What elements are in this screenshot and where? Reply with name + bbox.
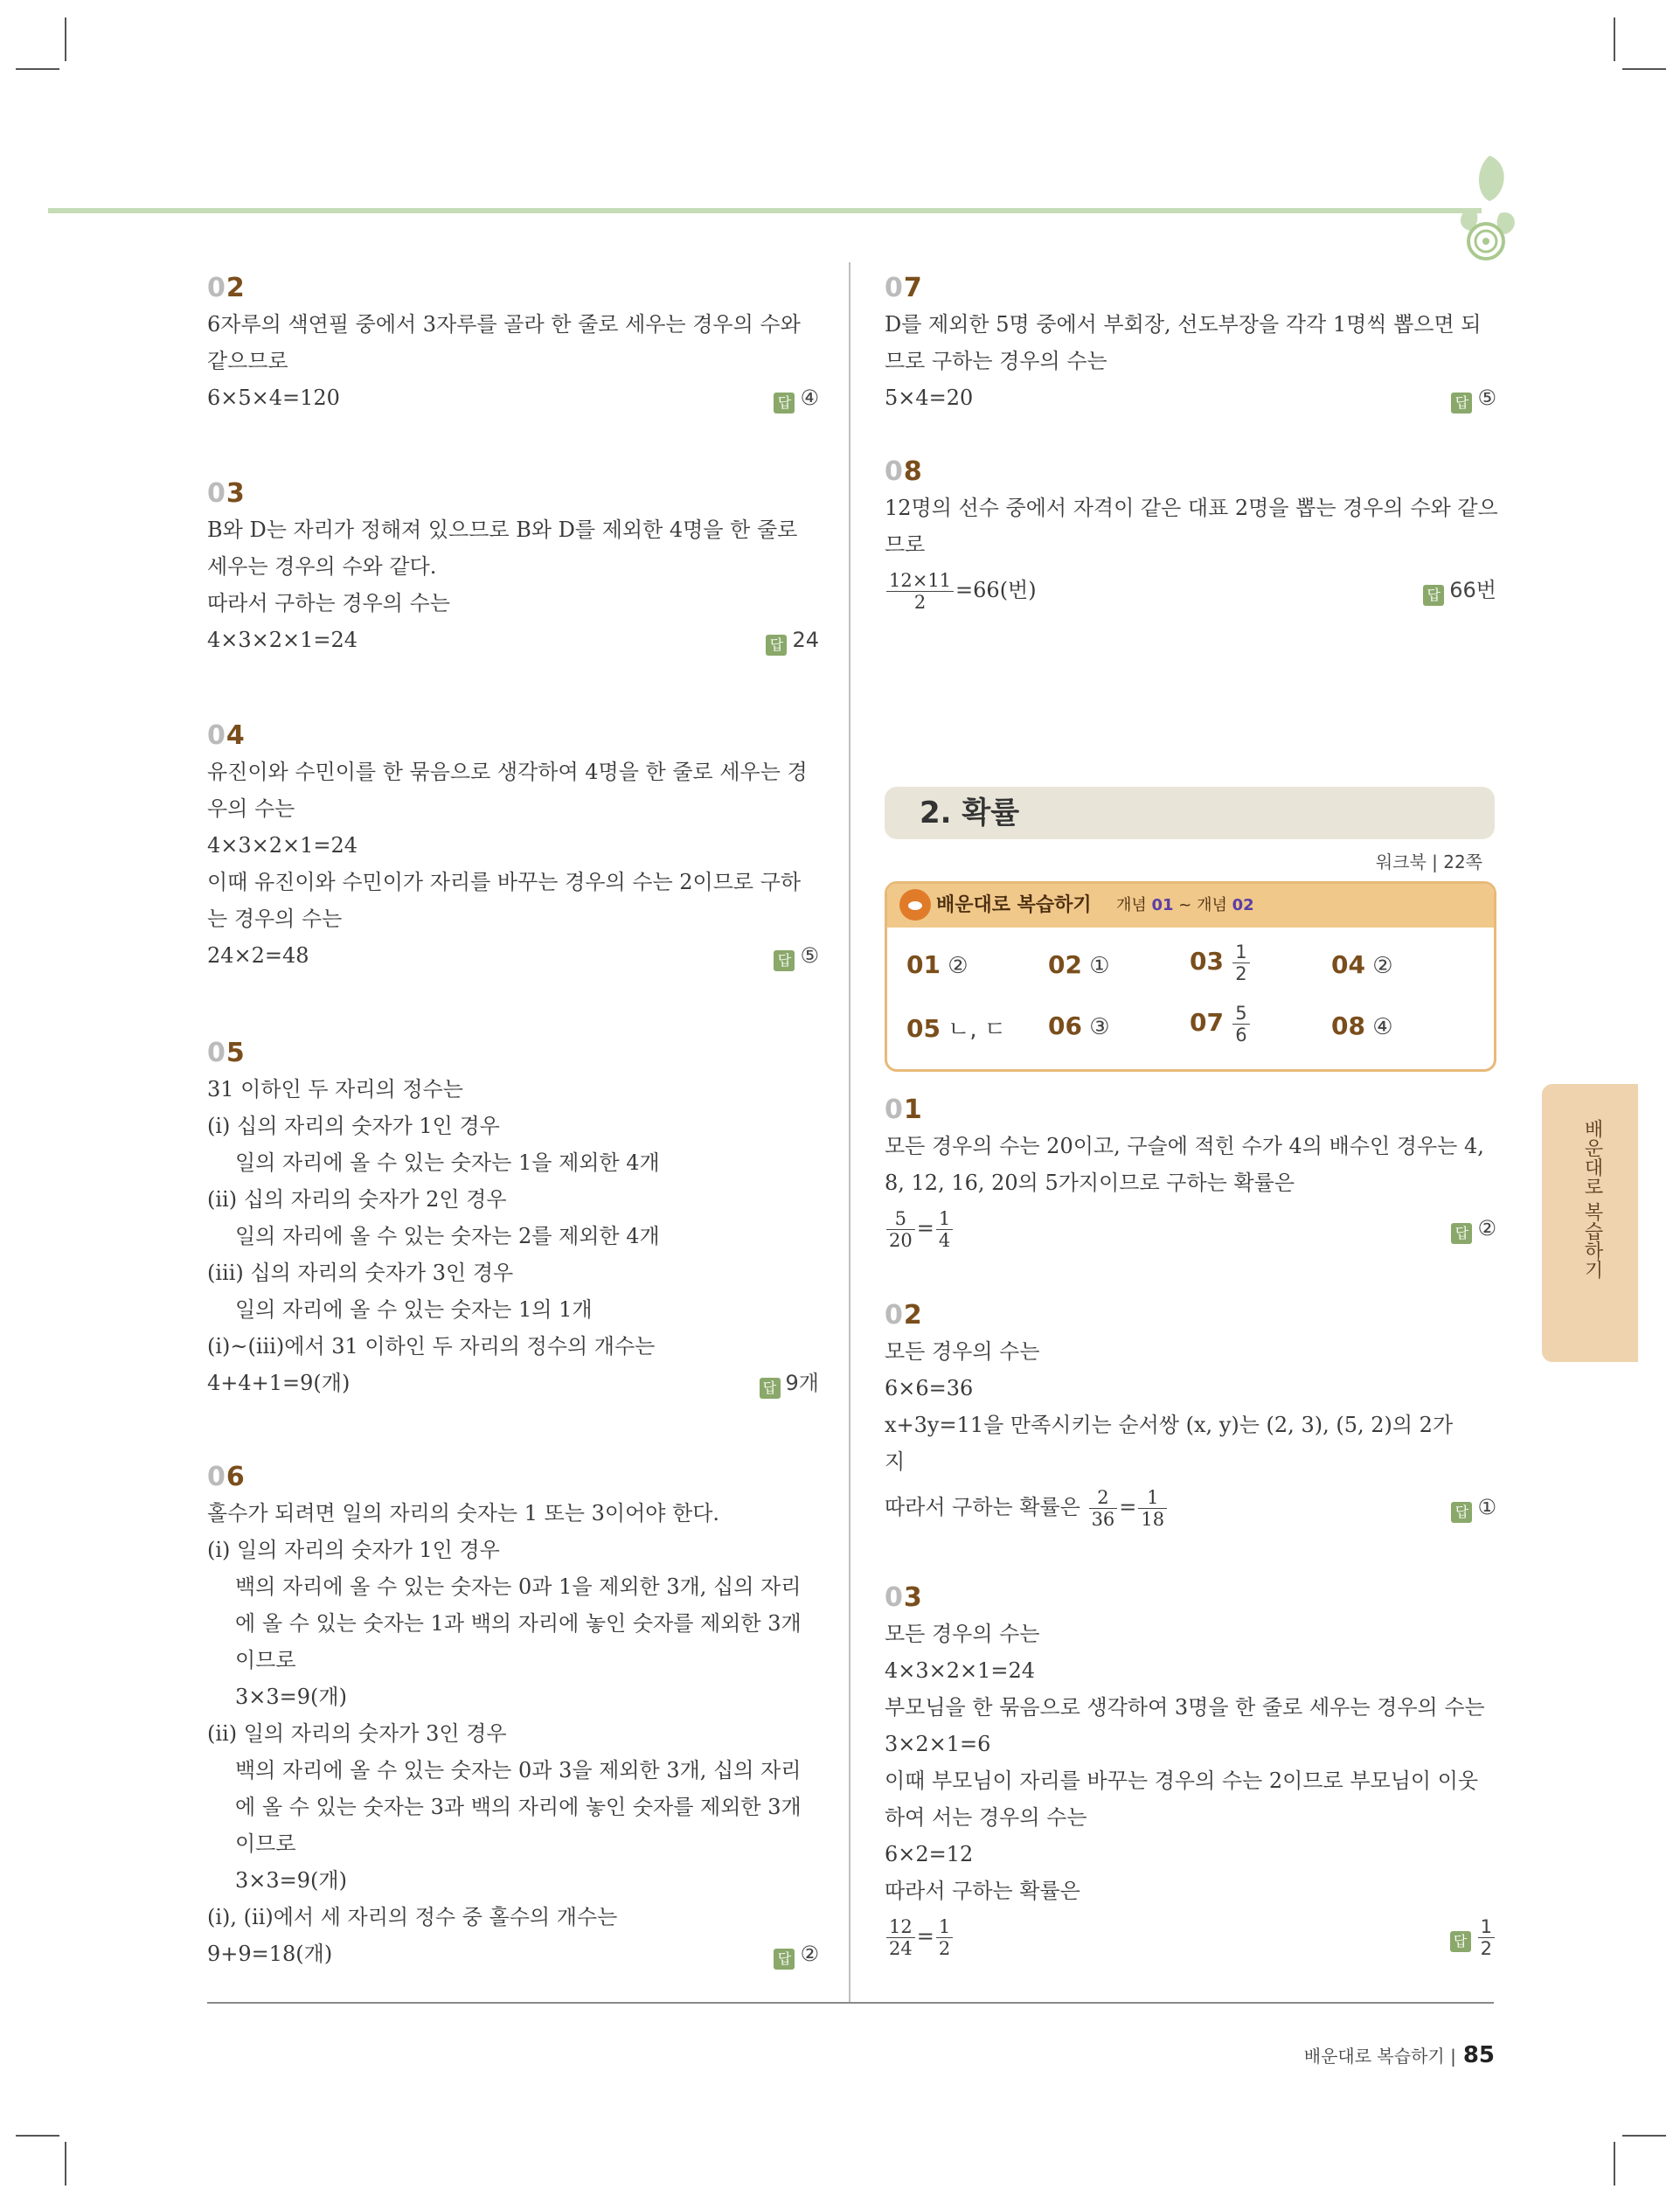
fraction — [1089, 1487, 1118, 1530]
quick-answer-number: 04 — [1331, 950, 1365, 979]
side-tab-label: 배운대로 복습하기 — [1581, 1119, 1603, 1279]
fraction-numerator: 1 — [1478, 1916, 1495, 1938]
fraction-denominator: 2 — [1235, 963, 1247, 984]
solution-line: 3×2×1=6 — [885, 1732, 991, 1756]
fraction-denominator: 2 — [938, 1938, 951, 1959]
quick-answer — [1048, 950, 1110, 979]
solution-formula: $\frac{12}{24}$ = $\frac{1}{2}$ 답 $\frac{1}{2}$ — [885, 1909, 1496, 1963]
quick-answer — [1190, 1003, 1252, 1046]
solution-line — [207, 1365, 819, 1401]
quick-answer — [906, 1011, 1006, 1044]
quick-answer — [1331, 1011, 1393, 1040]
quick-answer-value: ① — [1089, 953, 1110, 979]
section-title: 2. 확률 — [920, 796, 1020, 830]
solution-line: 에 올 수 있는 숫자는 3과 백의 자리에 놓인 숫자를 제외한 3개 — [235, 1795, 802, 1819]
formula-tail: =66(번) — [955, 578, 1037, 602]
solution-line: 이때 부모님이 자리를 바꾸는 경우의 수는 2이므로 부모님이 이웃 — [885, 1769, 1479, 1793]
answer-value: 24 — [792, 628, 819, 652]
solution-03 — [207, 476, 819, 658]
fraction-numerator: 12 — [886, 1916, 915, 1938]
fraction-denominator: 6 — [1235, 1025, 1247, 1046]
answer — [774, 379, 819, 416]
solution-line: (ⅰ)~(ⅲ)에서 31 이하인 두 자리의 정수의 개수는 — [207, 1334, 656, 1359]
answer-mark-icon: 답 — [760, 1378, 781, 1399]
answer-mark-icon: 답 — [774, 393, 795, 413]
solution-04 — [207, 719, 819, 974]
problem-number: 03 — [207, 478, 246, 509]
answer — [1451, 379, 1496, 416]
fraction — [886, 570, 954, 613]
quick-answer-number: 02 — [1048, 950, 1082, 979]
fraction-denominator: 36 — [1091, 1509, 1115, 1530]
solution-line: 일의 자리에 올 수 있는 숫자는 2를 제외한 4개 — [235, 1224, 660, 1248]
problem-number-digit: 3 — [903, 1582, 923, 1613]
fraction — [886, 1916, 915, 1959]
solution-line: D를 제외한 5명 중에서 부회장, 선도부장을 각각 1명씩 뽑으면 되 — [885, 312, 1482, 337]
quick-answer-number: 05 — [906, 1014, 941, 1043]
solution-line: 유진이와 수민이를 한 묶음으로 생각하여 4명을 한 줄로 세우는 경 — [207, 760, 808, 784]
quick-answer-number: 01 — [906, 950, 941, 979]
crop-mark — [1622, 68, 1666, 70]
answer-value: ④ — [800, 386, 819, 410]
quick-answer-value: ㄴ, ㄷ — [948, 1017, 1006, 1043]
answer-value: ⑤ — [800, 943, 819, 968]
quick-answer-number: 07 — [1190, 1008, 1224, 1037]
solution-line: (ⅰ) 일의 자리의 숫자가 1인 경우 — [207, 1538, 500, 1562]
solution-line: 4×3×2×1=24 — [207, 833, 358, 858]
answer-mark-icon: 답 — [766, 635, 787, 656]
solution-formula: 4+4+1=9(개) — [207, 1371, 351, 1395]
fraction-numerator: 1 — [1138, 1487, 1167, 1509]
fraction-denominator: 20 — [889, 1230, 913, 1251]
concept-label: ~ 개념 — [1173, 896, 1232, 914]
solution-formula: 4×3×2×1=24 — [207, 628, 358, 652]
fraction-numerator: 5 — [1232, 1003, 1249, 1025]
fraction-numerator: 1 — [936, 1208, 953, 1230]
fraction — [1138, 1487, 1167, 1530]
solution-line — [207, 937, 819, 974]
solution-line: 따라서 구하는 확률은 — [885, 1879, 1080, 1903]
leaf-ornament-icon — [1451, 147, 1521, 269]
quick-answer — [1331, 950, 1393, 979]
solution-line: 홀수가 되려면 일의 자리의 숫자는 1 또는 3이어야 한다. — [207, 1501, 720, 1525]
header-rule — [48, 208, 1482, 213]
solution-formula: 24×2=48 — [207, 943, 309, 968]
footer-label: 배운대로 복습하기 | — [1303, 2046, 1456, 2067]
answer-value: ② — [800, 1942, 819, 1966]
problem-number-digit: 8 — [903, 456, 923, 487]
solution-line: x+3y=11을 만족시키는 순서쌍 (x, y)는 (2, 3), (5, 2)의 2가 — [885, 1413, 1454, 1437]
solution-line — [885, 379, 1496, 416]
fraction-numerator: 2 — [1089, 1487, 1118, 1509]
problem-number: 08 — [885, 456, 923, 487]
quick-answer-number: 06 — [1048, 1011, 1082, 1040]
solution-08 — [885, 455, 1496, 617]
solution-line: 므로 구하는 경우의 수는 — [885, 349, 1107, 373]
solution-line: (ⅰ), (ⅱ)에서 세 자리의 정수 중 홀수의 개수는 — [207, 1905, 618, 1929]
answer-mark-icon: 답 — [1423, 585, 1444, 606]
solution-line: 지 — [885, 1449, 906, 1474]
fraction — [886, 1208, 915, 1251]
solution-line: 일의 자리에 올 수 있는 숫자는 1의 1개 — [235, 1297, 593, 1322]
solution-line — [207, 1935, 819, 1972]
solution-line: 3×3=9(개) — [235, 1685, 347, 1709]
solution-formula — [885, 563, 1496, 617]
quick-answer — [1048, 1011, 1110, 1040]
fraction-numerator: 5 — [886, 1208, 915, 1230]
solution-formula: 6×5×4=120 — [207, 386, 340, 410]
solution-line — [207, 622, 819, 658]
problem-number-digit: 2 — [903, 1300, 923, 1331]
solution-line: 이때 유진이와 수민이가 자리를 바꾸는 경우의 수는 2이므로 구하 — [207, 870, 802, 894]
answer-value: ② — [1477, 1216, 1496, 1240]
solution-line: 12명의 선수 중에서 자격이 같은 대표 2명을 뽑는 경우의 수와 같으 — [885, 496, 1498, 520]
problem-number: 02 — [207, 273, 246, 303]
answer-mark-icon: 답 — [1450, 1931, 1471, 1952]
probability-solution-03 — [885, 1581, 1496, 1963]
answer — [1450, 1909, 1496, 1963]
answer — [1423, 563, 1496, 617]
solution-formula: 9+9=18(개) — [207, 1942, 333, 1966]
problem-number-digit: 3 — [226, 478, 246, 509]
solution-line: (ⅱ) 십의 자리의 숫자가 2인 경우 — [207, 1187, 507, 1212]
solution-07 — [885, 271, 1496, 416]
answer — [774, 1935, 819, 1972]
solution-line: 31 이하인 두 자리의 정수는 — [207, 1077, 463, 1102]
solution-line: 하여 서는 경우의 수는 — [885, 1805, 1087, 1830]
solution-line: 세우는 경우의 수와 같다. — [207, 554, 437, 579]
solution-line: 일의 자리에 올 수 있는 숫자는 1을 제외한 4개 — [235, 1150, 660, 1175]
solution-line: 에 올 수 있는 숫자는 1과 백의 자리에 놓인 숫자를 제외한 3개 — [235, 1611, 802, 1636]
quick-answer-number: 03 — [1190, 947, 1224, 976]
answer — [766, 622, 819, 658]
problem-number: 03 — [885, 1582, 923, 1613]
solution-06 — [207, 1460, 819, 1972]
solution-line: 6×2=12 — [885, 1842, 974, 1866]
solution-05 — [207, 1036, 819, 1401]
solution-line: 6×6=36 — [885, 1376, 974, 1400]
answer — [1451, 1480, 1496, 1534]
answer-value: 66번 — [1449, 578, 1496, 602]
review-box-header — [887, 884, 1494, 928]
answer-mark-icon: 답 — [774, 950, 795, 971]
answer-value: 9개 — [785, 1371, 819, 1395]
answer-mark-icon: 답 — [1451, 1223, 1472, 1244]
quick-answer — [906, 950, 968, 979]
crop-mark — [16, 2135, 59, 2137]
solution-line: 모든 경우의 수는 — [885, 1622, 1040, 1646]
quick-answer-value: ② — [1372, 953, 1393, 979]
fraction-denominator: 4 — [938, 1230, 951, 1251]
solution-line: 모든 경우의 수는 20이고, 구슬에 적힌 수가 4의 배수인 경우는 4, — [885, 1134, 1484, 1158]
crop-mark — [16, 68, 59, 70]
answer-mark-icon: 답 — [1451, 1502, 1472, 1523]
solution-line — [207, 379, 819, 416]
section-header — [885, 787, 1495, 839]
fraction-numerator: 12×11 — [886, 570, 954, 592]
answer — [1451, 1201, 1496, 1255]
solution-line: 8, 12, 16, 20의 5가지이므로 구하는 확률은 — [885, 1171, 1295, 1195]
problem-number-digit: 6 — [226, 1462, 246, 1492]
problem-number: 07 — [885, 273, 923, 303]
problem-number: 06 — [207, 1462, 246, 1492]
solution-formula: $\frac{5}{20}$ = $\frac{1}{4}$ 답 ② — [885, 1201, 1496, 1255]
crop-mark — [1622, 2135, 1666, 2137]
answer-mark-icon: 답 — [1451, 393, 1472, 413]
footer-rule — [207, 2002, 1494, 2004]
probability-solution-02 — [885, 1298, 1496, 1534]
page-number: 85 — [1462, 2042, 1495, 2068]
review-box-concepts — [1116, 884, 1254, 928]
solution-line: 이므로 — [235, 1831, 296, 1856]
solution-line: (ⅱ) 일의 자리의 숫자가 3인 경우 — [207, 1721, 507, 1746]
fraction-denominator: 24 — [889, 1938, 913, 1959]
fraction-denominator: 18 — [1141, 1509, 1165, 1530]
crop-mark — [1614, 17, 1615, 61]
chapter-side-tab — [1542, 1084, 1638, 1362]
solution-line: 따라서 구하는 경우의 수는 — [207, 591, 450, 615]
problem-number-digit: 7 — [903, 273, 923, 303]
fraction-numerator: 1 — [1232, 942, 1249, 963]
solution-line: 4×3×2×1=24 — [885, 1658, 1036, 1683]
solution-line: 같으므로 — [207, 349, 288, 373]
solution-line: 우의 수는 — [207, 796, 295, 821]
solution-line: 6자루의 색연필 중에서 3자루를 골라 한 줄로 세우는 경우의 수와 — [207, 312, 801, 337]
fraction — [936, 1916, 953, 1959]
crop-mark — [65, 17, 66, 61]
problem-number: 05 — [207, 1038, 246, 1068]
concept-label: 개념 — [1116, 896, 1152, 914]
solution-line: 백의 자리에 올 수 있는 숫자는 0과 1을 제외한 3개, 십의 자리 — [235, 1574, 802, 1599]
solution-formula: 5×4=20 — [885, 386, 974, 410]
fox-mascot-icon — [899, 889, 931, 921]
solution-line: 부모님을 한 묶음으로 생각하여 3명을 한 줄로 세우는 경우의 수는 — [885, 1695, 1485, 1720]
fraction — [1232, 1003, 1249, 1046]
fraction — [936, 1208, 953, 1251]
answer-value: ⑤ — [1477, 386, 1496, 410]
problem-number-digit: 5 — [226, 1038, 246, 1068]
problem-number: 01 — [885, 1095, 923, 1125]
fraction — [1232, 942, 1249, 984]
solution-line: B와 D는 자리가 정해져 있으므로 B와 D를 제외한 4명을 한 줄로 — [207, 518, 798, 542]
solution-line: 백의 자리에 올 수 있는 숫자는 0과 3을 제외한 3개, 십의 자리 — [235, 1758, 802, 1783]
solution-line: 모든 경우의 수는 — [885, 1339, 1040, 1364]
fraction-denominator: 2 — [913, 592, 927, 613]
concept-number: 02 — [1232, 896, 1254, 914]
quick-answer-value: ④ — [1372, 1014, 1393, 1040]
solution-line: (ⅰ) 십의 자리의 숫자가 1인 경우 — [207, 1114, 500, 1138]
problem-number-digit: 1 — [903, 1095, 923, 1125]
answer-mark-icon: 답 — [774, 1949, 795, 1970]
quick-answer-value: ② — [948, 953, 968, 979]
answer — [774, 937, 819, 974]
concept-number: 01 — [1151, 896, 1174, 914]
formula-lead: 따라서 구하는 확률은 — [885, 1495, 1080, 1519]
fraction — [1478, 1916, 1495, 1959]
solution-formula: 따라서 구하는 확률은 $\frac{2}{36}$ = $\frac{1}{18}$ 답 ① — [885, 1480, 1496, 1534]
solution-line: 이므로 — [235, 1648, 296, 1672]
solution-line: 3×3=9(개) — [235, 1868, 347, 1893]
quick-answer — [1190, 942, 1252, 984]
problem-number-digit: 2 — [226, 273, 246, 303]
page-footer — [1304, 2042, 1495, 2068]
solution-02 — [207, 271, 819, 416]
workbook-reference: 워크북 | 22쪽 — [1375, 851, 1482, 872]
crop-mark — [65, 2142, 66, 2186]
quick-answer-value: ③ — [1089, 1014, 1110, 1040]
fraction-numerator: 1 — [936, 1916, 953, 1938]
fraction-denominator: 2 — [1480, 1937, 1492, 1959]
problem-number: 02 — [885, 1300, 923, 1331]
probability-solution-01 — [885, 1093, 1496, 1255]
problem-number: 04 — [207, 720, 246, 751]
solution-line: 는 경우의 수는 — [207, 907, 343, 931]
answer-value: ① — [1477, 1495, 1496, 1519]
review-box-title: 배운대로 복습하기 — [936, 894, 1092, 916]
answer — [760, 1365, 819, 1401]
review-answer-box — [885, 881, 1496, 1072]
solution-line: 므로 — [885, 532, 926, 557]
quick-answer-number: 08 — [1331, 1011, 1365, 1040]
crop-mark — [1614, 2142, 1615, 2186]
column-divider — [849, 262, 850, 2002]
solution-line: (ⅲ) 십의 자리의 숫자가 3인 경우 — [207, 1261, 514, 1285]
problem-number-digit: 4 — [226, 720, 246, 751]
